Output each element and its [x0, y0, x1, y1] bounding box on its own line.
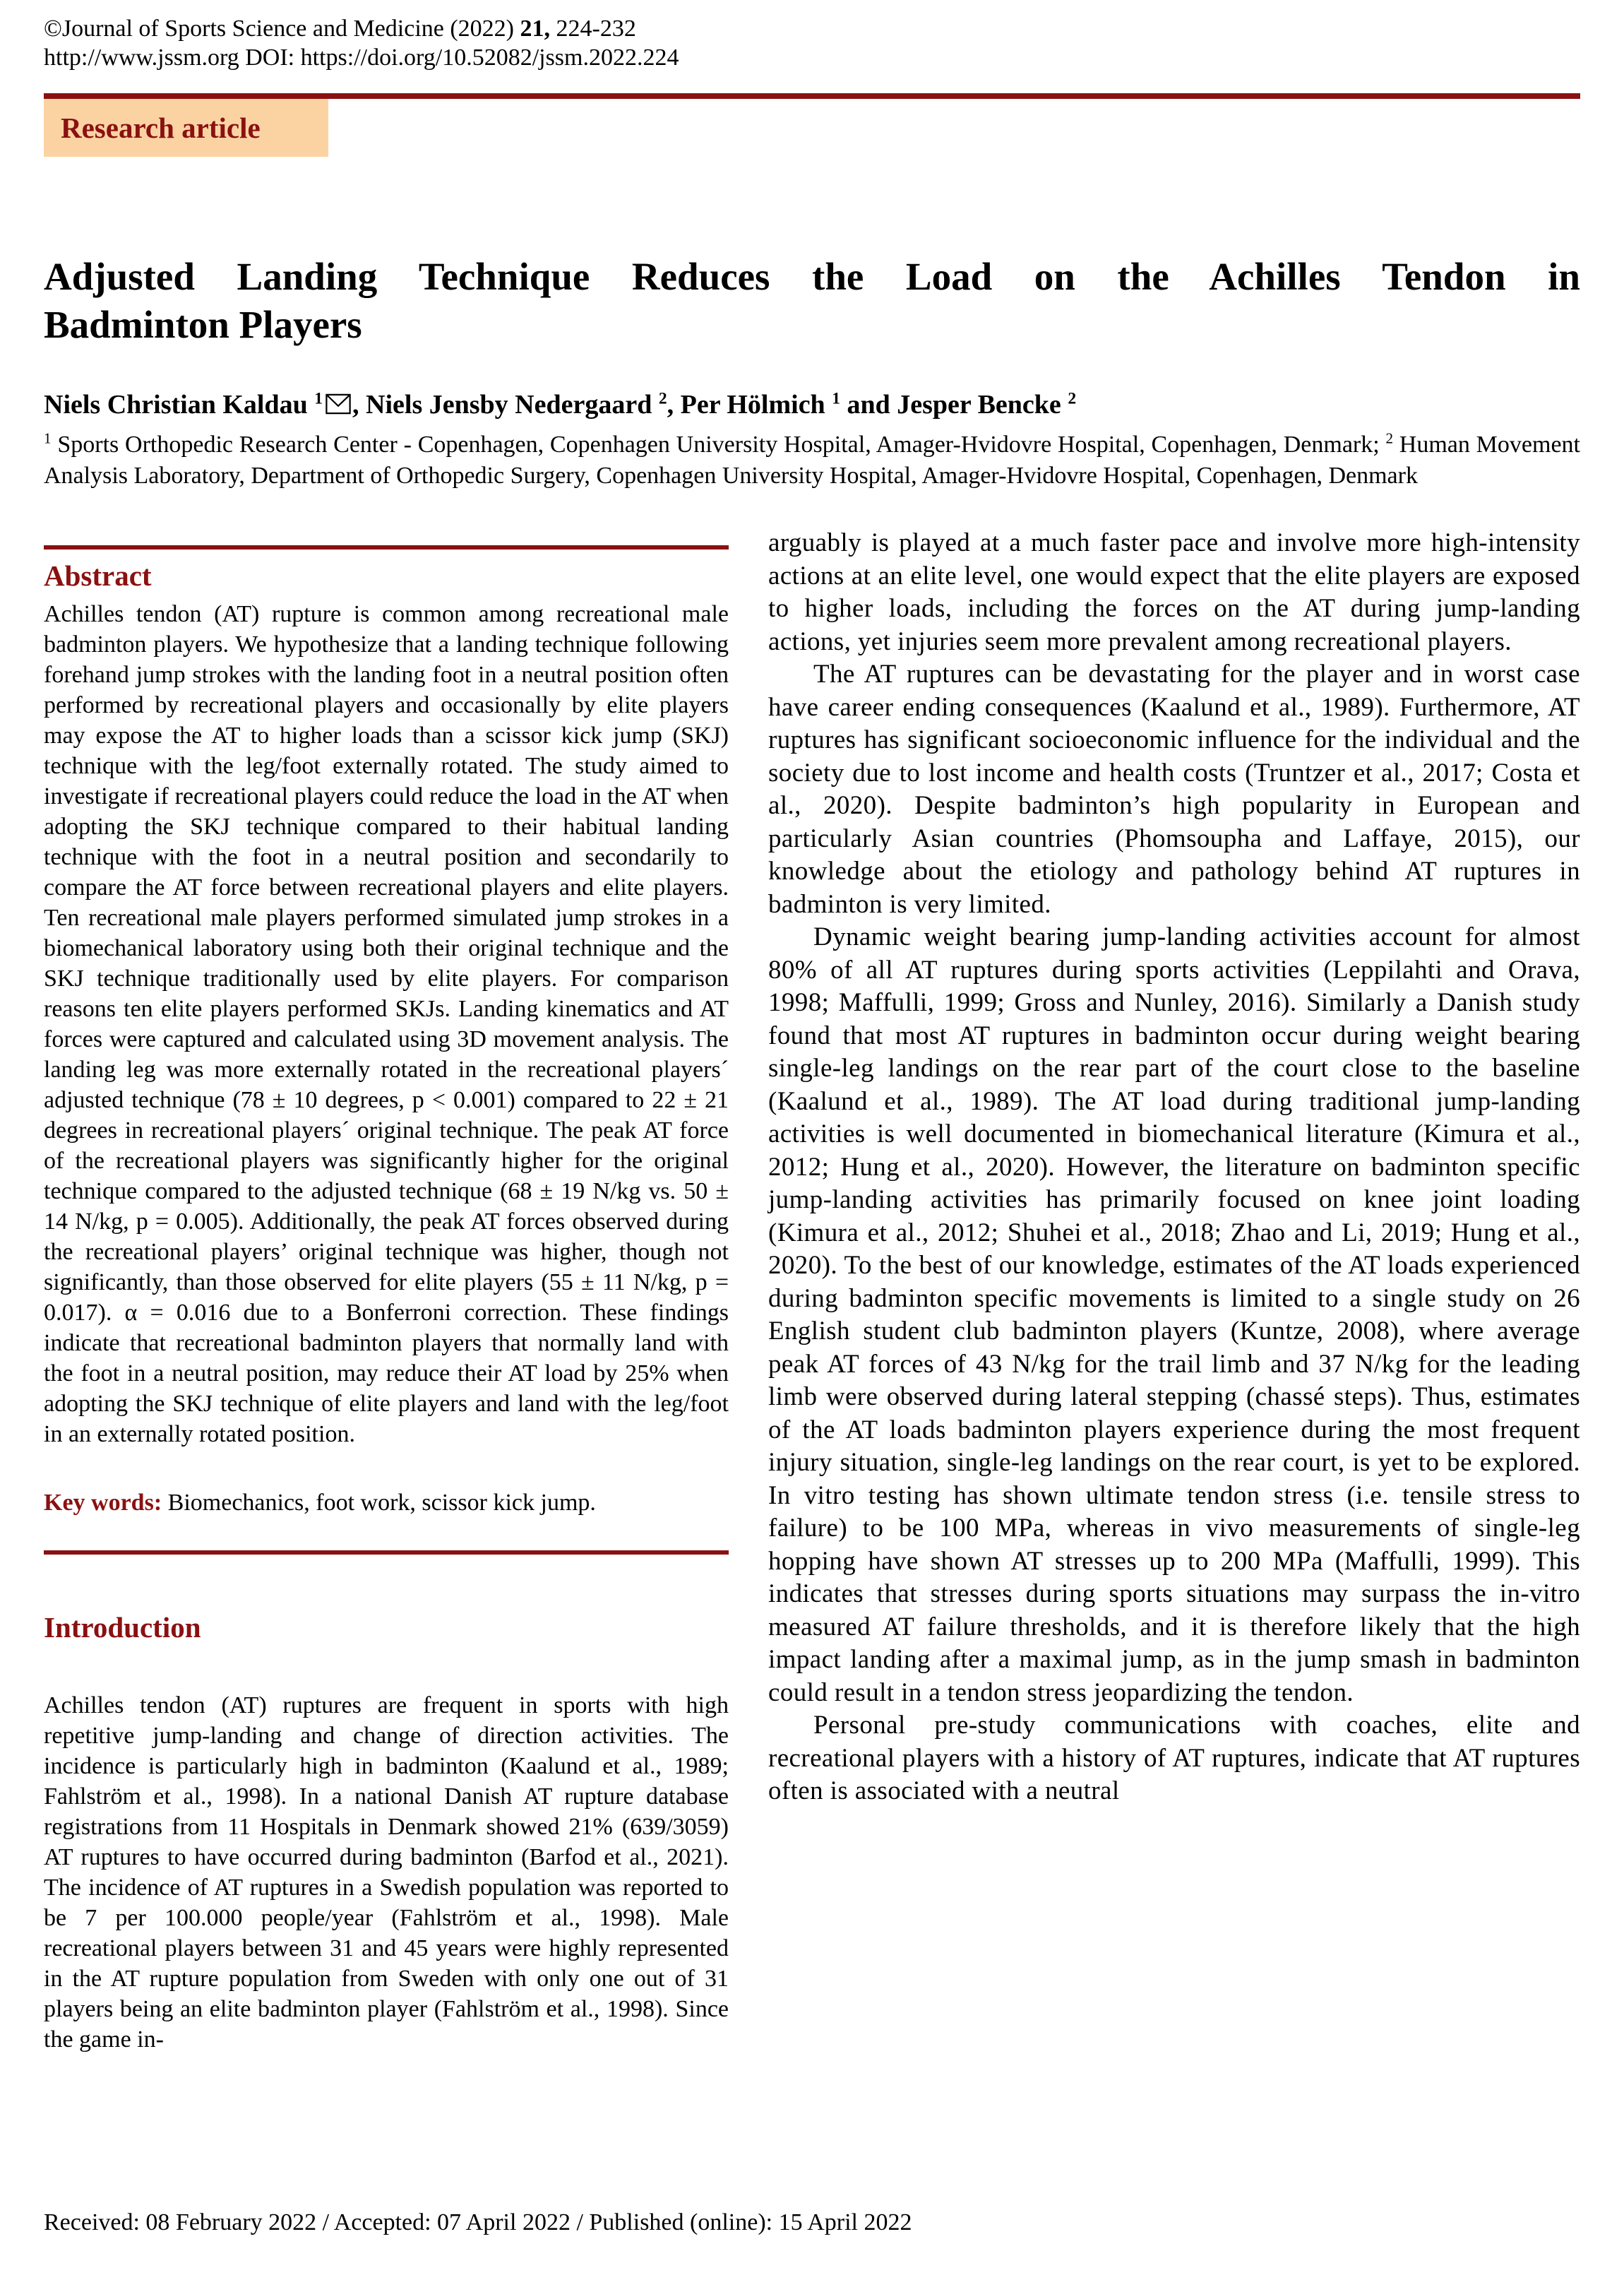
introduction-text: Achilles tendon (AT) ruptures are frequent in sports with high repetitive jump-landing and change of direction activities. The incidence is particularly high in badminton (Kaalund et al., 1989; Fahlström et al., 1998). In a national Danish AT rupture database registrations from 11 Hospitals in Denmark showed 21% (639/3059) AT ruptures to have occurred during badminton (Barfod et al., 2021). The incidence of AT ruptures in a Swedish population was reported to be 7 per 100.000 people/year (Fahlström et al., 1998). Male recreational players between 31 and 45 years were highly represented in the AT rupture population from Sweden with only one out of 31 players being an elite badminton player (Fahlström et al., 1998). Since the game in- — [44, 1692, 729, 2053]
author-name: , Niels Jensby Nedergaard — [352, 390, 659, 420]
keywords-bottom-rule — [44, 1550, 729, 1555]
affiliation-number: 1 — [44, 429, 52, 447]
intro-continued-paragraph: Personal pre-study communications with coaches, elite and recreational players with a history of AT ruptures, indicate that AT ruptures often is associated with a neutral — [768, 1711, 1580, 1805]
two-column-body — [44, 527, 1580, 2055]
journal-header — [44, 14, 1580, 72]
abstract-top-rule — [44, 545, 729, 550]
author-affiliation-superscript: 1 — [832, 389, 840, 408]
intro-continued-paragraph: The AT ruptures can be devastating for the player and in worst case have career ending consequences (Kaalund et al., 1989). Furthermore, AT ruptures has significant socioeconomic influence for the individual and the society due to lost income and health costs (Truntzer et al., 2017; Costa et al., 2020). Despite badminton’s high popularity in European and particularly Asian countries (Phomsoupha and Laffaye, 2015), our knowledge about the etiology and pathology behind AT ruptures in badminton is very limited. — [768, 660, 1580, 919]
intro-continued-paragraph: arguably is played at a much faster pace and involve more high-intensity actions at an elite level, one would expect that the elite players are exposed to higher loads, including the forces on the AT during jump-landing actions, yet injuries seem more prevalent among recreational players. — [768, 528, 1580, 656]
article-title-line1: Adjusted Landing Technique Reduces the Load on the Achilles Tendon in — [44, 255, 1580, 298]
abstract-text: Achilles tendon (AT) rupture is common among recreational male badminton players. We hypothesize that a landing technique following forehand jump strokes with the landing foot in a neutral position often performed by recreational players and occasionally by elite players may expose the AT to higher loads than a scissor kick jump (SKJ) technique with the leg/foot externally rotated. The study aimed to investigate if recreational players could reduce the load in the AT when adopting the SKJ technique compared to their habitual landing technique with the foot in a neutral position and secondarily to compare the AT force between recreational players and elite players. Ten recreational male players performed simulated jump strokes in a biomechanical laboratory using both their original technique and the SKJ technique traditionally used by elite players. For comparison reasons ten elite players performed SKJs. Landing kinematics and AT forces were captured and calculated using 3D movement analysis. The landing leg was more externally rotated in the recreational players´ adjusted technique (78 ± 10 degrees, p < 0.001) compared to 22 ± 21 degrees in recreational players´ original technique. The peak AT force of the recreational players was significantly higher for the original technique compared to the adjusted technique (68 ± 19 N/kg vs. 50 ± 14 N/kg, p = 0.005). Additionally, the peak AT forces observed during the recreational players’ original technique was higher, though not significantly, than those observed for elite players (55 ± 11 N/kg, p = 0.017). α = 0.016 due to a Bonferroni correction. These findings indicate that recreational badminton players that normally land with the foot in a neutral position, may reduce their AT load by 25% when adopting the SKJ technique of elite players and land with the leg/foot in an externally rotated position. — [44, 601, 729, 1447]
authors-line — [44, 388, 1580, 421]
journal-citation-prefix: ©Journal of Sports Science and Medicine (2022) — [44, 16, 520, 42]
author-name: and Jesper Bencke — [840, 390, 1068, 420]
article-title-line2: Badminton Players — [44, 303, 362, 346]
author-affiliation-superscript: 2 — [658, 389, 667, 408]
right-column — [768, 527, 1580, 1808]
affiliation-text: Sports Orthopedic Research Center - Copenhagen, Copenhagen University Hospital, Amager-Hvidovre Hospital, Copenhagen, Denmark; — [51, 432, 1386, 458]
author-affiliation-superscript: 1 — [314, 389, 323, 408]
keywords-text: Biomechanics, foot work, scissor kick jump. — [162, 1490, 596, 1516]
article-title — [44, 253, 1580, 349]
author-name: Niels Christian Kaldau — [44, 390, 315, 420]
header-divider-rule — [44, 93, 1580, 99]
abstract-heading: Abstract — [44, 559, 152, 592]
affiliations — [44, 429, 1580, 492]
journal-pages: 224-232 — [550, 16, 636, 42]
author-affiliation-superscript: 2 — [1068, 389, 1077, 408]
keywords-label: Key words: — [44, 1490, 162, 1516]
article-type-badge: Research article — [44, 99, 328, 157]
journal-citation-line — [44, 14, 1580, 43]
left-column — [44, 527, 729, 2055]
envelope-icon — [326, 393, 351, 415]
author-name: , Per Hölmich — [667, 390, 832, 420]
journal-volume: 21, — [520, 16, 551, 42]
received-dates-line: Received: 08 February 2022 / Accepted: 07 April 2022 / Published (online): 15 April 2022 — [44, 2209, 912, 2235]
journal-doi-line: http://www.jssm.org DOI: https://doi.org/10.52082/jssm.2022.224 — [44, 44, 679, 71]
affiliation-number: 2 — [1385, 429, 1394, 447]
introduction-heading: Introduction — [44, 1611, 201, 1644]
intro-continued-paragraph: Dynamic weight bearing jump-landing activities account for almost 80% of all AT ruptures during sports activities (Leppilahti and Orava, 1998; Maffulli, 1999; Gross and Nunley, 2016). Similarly a Danish study found that most AT ruptures in badminton occur during weight bearing single-leg landings on the rear part of the court close to the baseline (Kaalund et al., 1989). The AT load during traditional jump-landing activities is well documented in biomechanical literature (Kimura et al., 2012; Hung et al., 2020). However, the literature on badminton specific jump-landing activities has primarily focused on knee joint loading (Kimura et al., 2012; Shuhei et al., 2018; Zhao and Li, 2019; Hung et al., 2020). To the best of our knowledge, estimates of the AT loads experienced during badminton specific movements is limited to a single study on 26 English student club badminton players (Kuntze, 2008), where average peak AT forces of 43 N/kg for the trail limb and 37 N/kg for the leading limb were observed during lateral stepping (chassé steps). Thus, estimates of the AT loads badminton players experience during the most frequent injury situation, single-leg landings on the rear court, is yet to be explored. In vitro testing has shown ultimate tendon stress (i.e. tensile stress to failure) to be 100 MPa, whereas in vivo measurements of single-leg hopping have shown AT stresses up to 200 MPa (Maffulli, 1999). This indicates that stresses during sports situations may surpass the in-vitro measured AT failure thresholds, and it is therefore likely that the high impact landing after a maximal jump, as in the jump smash in badminton could result in a tendon stress jeopardizing the tendon. — [768, 922, 1580, 1707]
affiliation-text: Human Movement Analysis Laboratory, Department of Orthopedic Surgery, Copenhagen University Hospital, Amager-Hvidovre Hospital, Copenhagen, Denmark — [44, 432, 1580, 489]
keywords-line — [44, 1487, 729, 1518]
